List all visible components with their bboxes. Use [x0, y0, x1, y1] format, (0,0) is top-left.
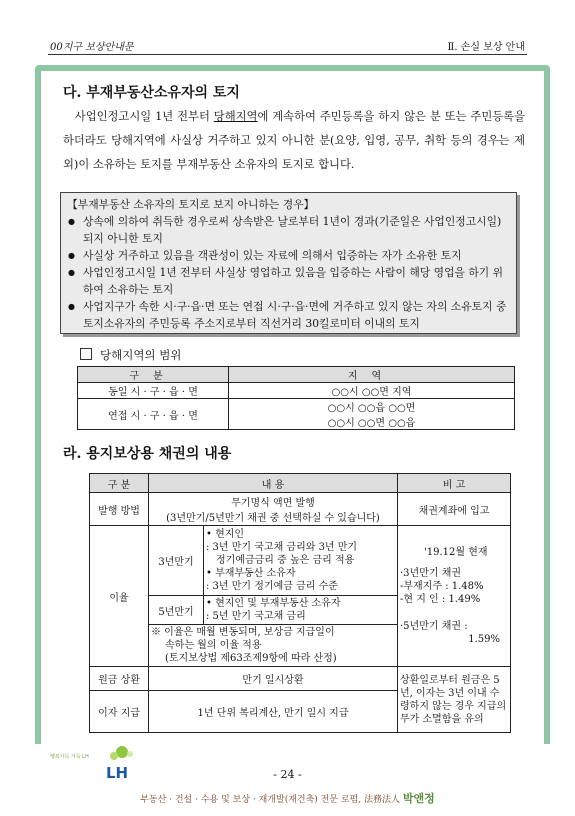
table-cell: 원금 상환 — [90, 667, 149, 691]
area-col-header: 지역 — [229, 367, 515, 383]
table-cell — [398, 526, 511, 667]
table-cell: 이자 지급 — [90, 691, 149, 733]
bond-table — [89, 473, 511, 733]
cell-line: (토지보상법 제63조제9항에 따라 산정) — [165, 653, 337, 664]
cell-line: ·5년만기 채권 : — [400, 621, 468, 632]
exception-list — [67, 213, 510, 332]
cell-line: ·3년만기 채권 — [400, 568, 462, 579]
cell-line: 정기예금금리 중 높은 금리 적용 — [216, 555, 355, 566]
bond-col-header: 구 분 — [90, 474, 149, 493]
table-cell — [149, 493, 398, 526]
cell-line: ○○시 ○○면 ○○읍 — [327, 418, 416, 429]
section-paragraph — [63, 105, 525, 177]
table-cell: ○○시 ○○면 지역 — [229, 383, 515, 399]
cell-line: 무기명식 액면 발행 — [231, 498, 315, 509]
logo-tagline: 행복가득 가득 LH — [50, 754, 89, 760]
table-cell: 상환일로부터 원금은 5년, 이자는 3년 이내 수령하지 않는 경우 지급의무가 소멸함을 유의 — [398, 667, 511, 733]
bond-col-header: 비 고 — [398, 474, 511, 493]
table-cell: 만기 일시상환 — [149, 667, 398, 691]
table-cell: 3년만기 — [149, 526, 204, 596]
cell-line: '19.12월 현재 — [424, 547, 488, 558]
checkbox-square-icon — [80, 348, 92, 360]
table-cell: 5년만기 — [149, 596, 204, 625]
cell-line: : 3년 만기 정기예금 금리 수준 — [206, 581, 338, 592]
area-table — [77, 366, 515, 430]
cell-line: -현 지 인 : 1.49% — [400, 594, 481, 605]
header-right: Ⅱ. 손실 보상 안내 — [447, 42, 525, 53]
cell-line: : 5년 만기 국고채 금리 — [206, 611, 306, 622]
cell-line: 속하는 월의 이율 적용 — [165, 640, 262, 651]
table-cell: 1년 단위 복리계산, 만기 일시 지급 — [149, 691, 398, 733]
list-item: ● 사업인정고시일 1년 전부터 사실상 영업하고 있음을 입증하는 사람이 해당 영업을 하기 위하여 소유하는 토지 — [83, 264, 510, 298]
list-item: ● 상속에 의하여 취득한 경우로써 상속받은 날로부터 1년이 경과(기준일은 사업인정고시일)되지 아니한 토지 — [83, 213, 510, 247]
cell-line: • 현지인 및 부재부동산 소유자 — [206, 598, 341, 609]
table-cell: 이율 — [90, 526, 149, 667]
footer-brand: 박앤정 — [402, 792, 435, 805]
table-cell: 발행 방법 — [90, 493, 149, 526]
area-subtitle — [80, 347, 181, 363]
area-col-header: 구분 — [78, 367, 229, 383]
cell-line: ※ 이율은 매월 변동되며, 보상금 지급일이 — [151, 627, 335, 638]
section-title-ra: 라. 용지보상용 채권의 내용 — [63, 446, 232, 462]
exception-box — [60, 192, 517, 334]
table-cell: 채권계좌에 입고 — [398, 493, 511, 526]
area-title: 당해지역의 범위 — [100, 348, 182, 362]
list-item: ● 사실상 거주하고 있음을 객관성이 있는 자료에 의해서 입증하는 자가 소유한 토지 — [83, 247, 510, 264]
page-number: - 24 - — [273, 768, 302, 781]
header-divider — [48, 54, 527, 55]
cell-line: -부재지주 : 1.48% — [400, 581, 484, 592]
box-title: 【부재부동산 소유자의 토지로 보지 아니하는 경우】 — [67, 198, 315, 211]
cell-line: : 3년 만기 국고채 금리와 3년 만기 — [206, 542, 358, 553]
cell-line: • 부재부동산 소유자 — [206, 568, 296, 579]
table-cell — [204, 596, 398, 625]
table-cell: 동일 시 · 구 · 읍 · 면 — [78, 383, 229, 399]
cell-line: • 현지인 — [206, 529, 245, 540]
cell-line: ○○시 ○○읍 ○○면 — [327, 403, 416, 414]
logo-text: LH — [106, 764, 129, 782]
bond-col-header: 내 용 — [149, 474, 398, 493]
cell-line: 1.59% — [468, 634, 500, 645]
table-cell: 연접 시 · 구 · 읍 · 면 — [78, 399, 229, 430]
section-title-da: 다. 부재부동산소유자의 토지 — [63, 85, 240, 101]
para-part-b: 에 계속하여 주민등록을 하지 않은 분 또는 주민등록을 하더라도 당해지역에 사실상 거주하고 있지 아니한 분(요양, 입영, 공무, 취학 등의 경우는 제외)이 소유하는 토지를 부재부동산 소유자의 토지로 합니다. — [63, 110, 525, 171]
table-cell — [204, 526, 398, 596]
cell-line: (3년만기/5년만기 채권 중 선택하실 수 있습니다) — [166, 513, 380, 524]
list-item: ● 사업지구가 속한 시·구·읍·면 또는 연접 시·구·읍·면에 거주하고 있지 않는 자의 소유토지 중 토지소유자의 주민등록 주소지로부터 직선거리 30킬로미터 이내의 토지 — [83, 298, 510, 332]
para-part-a: 사업인정고시일 1년 전부터 — [74, 110, 214, 123]
table-cell — [229, 399, 515, 430]
table-cell — [149, 625, 398, 667]
footer-text: 부동산 · 건설 · 수용 및 보상 · 재개발(재건축) 전문 로펌, 法務法人 — [140, 795, 401, 805]
footer — [0, 790, 575, 806]
para-underlined: 당해지역 — [213, 110, 258, 123]
header-left: 00지구 보상안내문 — [50, 42, 134, 53]
